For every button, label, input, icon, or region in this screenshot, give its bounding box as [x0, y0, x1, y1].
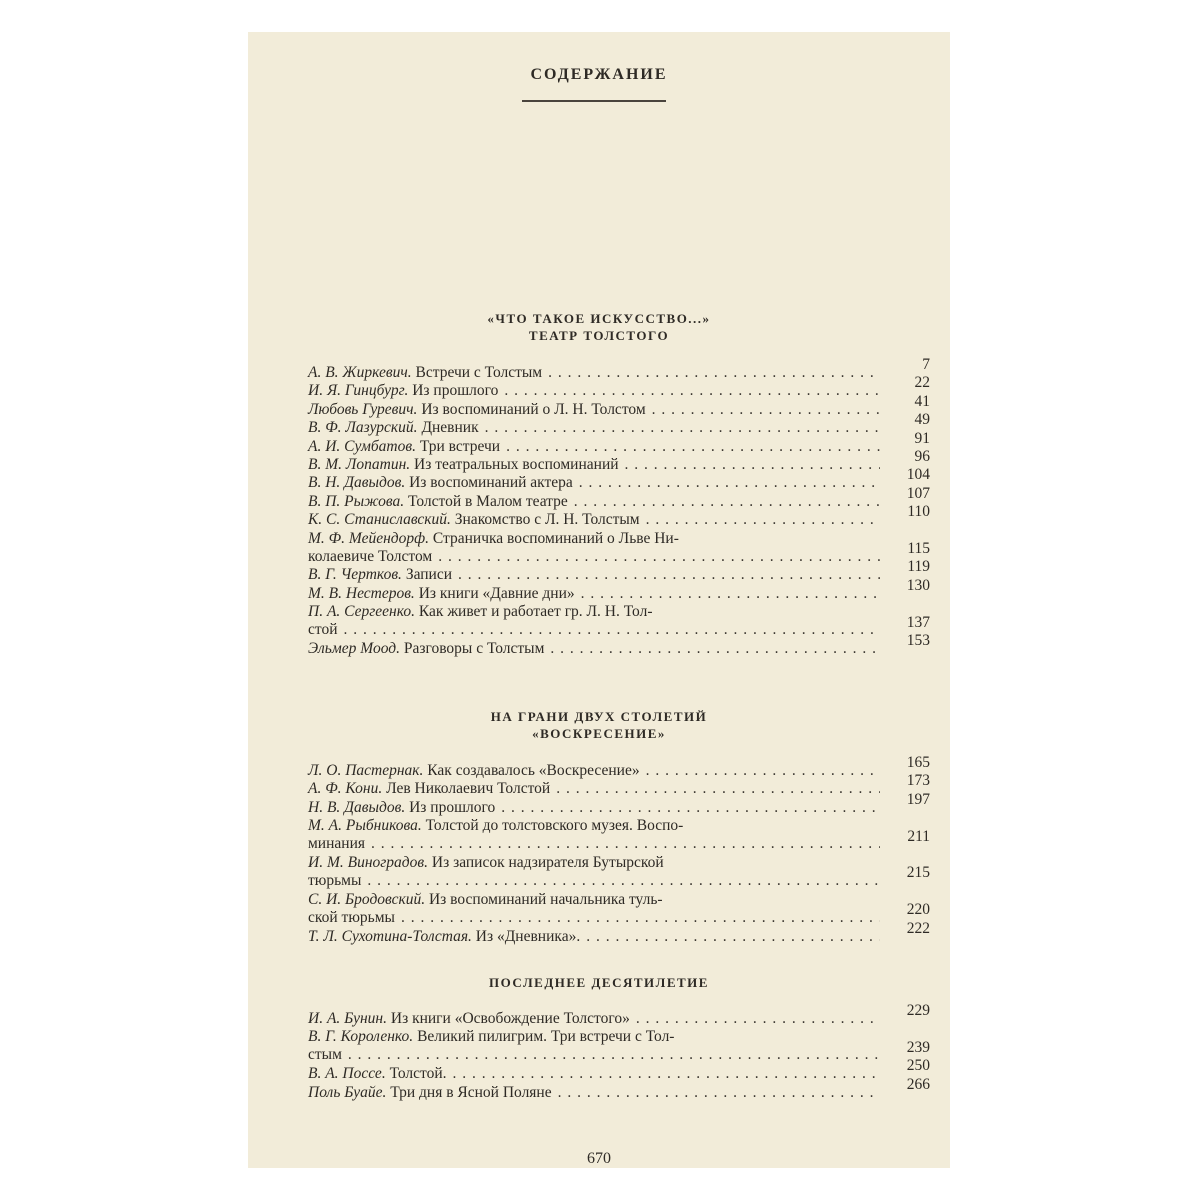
entry-author: В. П. Рыжова.: [308, 492, 405, 510]
page-number: 670: [587, 1150, 611, 1167]
toc-entry: [308, 919, 930, 946]
entry-title: Толстой.: [389, 1065, 447, 1083]
dot-leader: [646, 511, 880, 529]
entry-author: И. А. Бунин.: [308, 1010, 387, 1027]
toc-entry-line: [308, 419, 884, 437]
entry-title: Записи: [405, 566, 453, 584]
entry-page-number: 229: [906, 1002, 930, 1019]
entry-page-number: 211: [907, 827, 930, 845]
toc-entry: [308, 890, 930, 927]
dot-leader: [367, 872, 880, 890]
entry-title: стым: [308, 1046, 342, 1064]
entry-title: Из прошлого: [412, 382, 499, 400]
entry-author: А. Ф. Кони.: [308, 780, 383, 798]
dot-leader: [646, 762, 880, 780]
toc-entry: [308, 484, 930, 511]
toc-entry: [308, 632, 930, 658]
entry-title: Как создавалось «Воскресение»: [427, 762, 640, 779]
entry-page-number: 41: [914, 392, 930, 410]
toc-entry-line: [308, 780, 884, 798]
entry-title: Дневник: [421, 419, 479, 437]
entry-author: Т. Л. Сухотина-Толстая.: [308, 927, 472, 945]
toc-entry: [308, 1075, 930, 1102]
dot-leader: [348, 1046, 880, 1064]
entry-page-number: 239: [906, 1038, 930, 1056]
toc-entry-line: [308, 799, 884, 817]
toc-entry: [308, 1002, 930, 1028]
entry-title: Из «Дневника».: [475, 927, 581, 945]
toc-entry-line: [308, 603, 884, 621]
toc-entry: [308, 411, 930, 437]
toc-entry: [308, 356, 930, 382]
entry-title: Страничка воспоминаний о Льве Ни-: [432, 529, 679, 547]
toc-entry-line: [308, 511, 884, 529]
entry-author: А. В. Жиркевич.: [308, 364, 412, 381]
page-heading: СОДЕРЖАНИЕ: [530, 66, 668, 83]
entry-page-number: 110: [907, 503, 930, 521]
entry-title: стой: [308, 621, 338, 639]
toc-entry-line: [308, 566, 884, 584]
entry-author: М. А. Рыбникова.: [308, 817, 422, 835]
toc-entry: [308, 790, 930, 817]
dot-leader: [581, 585, 880, 603]
entry-title: Из записок надзирателя Бутырской: [431, 854, 664, 871]
dot-leader: [344, 621, 881, 639]
toc-entry-line: [308, 474, 884, 492]
entry-author: И. М. Виноградов.: [308, 854, 429, 871]
toc-entry-line: [308, 640, 884, 658]
dot-leader: [371, 835, 880, 853]
dot-leader: [401, 909, 880, 927]
section-title-line: НА ГРАНИ ДВУХ СТОЛЕТИЙ: [490, 709, 708, 724]
entry-page-number: 22: [914, 374, 930, 392]
toc-entry: [308, 854, 930, 890]
entry-title: Знакомство с Л. Н. Толстым: [454, 511, 640, 529]
toc-entry: [308, 576, 930, 603]
section-title-line: «ВОСКРЕСЕНИЕ»: [532, 726, 666, 741]
toc-entry-line: [308, 438, 884, 456]
entry-title: Три дня в Ясной Поляне: [390, 1083, 552, 1101]
entry-page-number: 222: [906, 919, 930, 937]
toc-entry: [308, 529, 930, 566]
toc-entry: [308, 448, 930, 474]
entry-page-number: 49: [914, 411, 930, 429]
toc-entry: [308, 374, 930, 400]
entry-author: Л. О. Пастернак.: [308, 762, 424, 779]
toc-entry-line: [308, 854, 884, 872]
toc-entry-line: [308, 872, 884, 890]
toc-entry: [308, 817, 930, 853]
entry-author: В. М. Лопатин.: [308, 456, 411, 473]
entry-title: Лев Николаевич Толстой: [386, 780, 551, 798]
entry-author: К. С. Станиславский.: [308, 511, 451, 529]
section-title-line: «ЧТО ТАКОЕ ИСКУССТВО...»: [487, 311, 711, 326]
entry-author: Н. В. Давыдов.: [308, 798, 406, 816]
toc-entry-line: [308, 1010, 884, 1028]
entry-title: Толстой до толстовского музея. Воспо-: [425, 817, 684, 835]
toc-entry-line: [308, 364, 884, 382]
toc-entry-line: [308, 585, 884, 603]
toc-entry-line: [308, 762, 884, 780]
entry-page-number: 104: [906, 466, 930, 484]
dot-leader: [556, 780, 880, 798]
entry-page-number: 173: [906, 772, 930, 790]
entry-page-number: 137: [906, 613, 930, 631]
entry-title: Как живет и работает гр. Л. Н. Тол-: [418, 603, 653, 621]
toc-entry: [308, 466, 930, 492]
toc-entry: [308, 503, 930, 529]
toc-entry-line: [308, 401, 884, 419]
entry-title: Три встречи: [419, 437, 501, 455]
entry-page-number: 91: [914, 429, 930, 447]
entry-author: Поль Буайе.: [308, 1083, 387, 1101]
dot-leader: [579, 474, 880, 492]
toc-entry-line: [308, 1084, 884, 1102]
toc-entry: [308, 429, 930, 456]
entry-title: Из книги «Давние дни»: [418, 584, 575, 602]
section-title: [248, 708, 950, 742]
entry-author: Эльмер Моод.: [308, 640, 400, 657]
dot-leader: [458, 566, 880, 584]
entry-author: В. Г. Короленко.: [308, 1028, 414, 1046]
dot-leader: [586, 928, 880, 946]
toc-entry-line: [308, 456, 884, 474]
entry-page-number: 215: [906, 864, 930, 882]
dot-leader: [485, 419, 880, 437]
dot-leader: [504, 382, 880, 400]
section-title: [248, 310, 950, 344]
entry-title: Из воспоминаний начальника туль-: [428, 890, 663, 908]
toc-entry: [308, 1028, 930, 1064]
entry-author: И. Я. Гинцбург.: [308, 382, 409, 400]
entry-title: ской тюрьмы: [308, 908, 395, 926]
entry-title: Разговоры с Толстым: [403, 640, 545, 657]
toc-entry-line: [308, 382, 884, 400]
entry-author: А. И. Сумбатов.: [308, 437, 416, 455]
entry-title: Из прошлого: [409, 798, 496, 816]
dot-leader: [438, 548, 880, 566]
entry-title: Из воспоминаний о Л. Н. Толстом: [421, 400, 646, 418]
dot-leader: [558, 1084, 880, 1102]
dot-leader: [636, 1010, 880, 1028]
toc-entry: [308, 558, 930, 584]
section-title-line: ТЕАТР ТОЛСТОГО: [528, 328, 670, 343]
entry-page-number: 115: [907, 539, 930, 557]
entry-page-number: 250: [906, 1057, 930, 1075]
entry-page-number: 197: [906, 790, 930, 808]
toc-entry-line: [308, 548, 884, 566]
entry-page-number: 7: [922, 356, 930, 373]
entry-author: М. В. Нестеров.: [308, 584, 415, 602]
entry-title: Великий пилигрим. Три встречи с Тол-: [417, 1028, 675, 1046]
dot-leader: [548, 364, 880, 382]
entry-author: В. Г. Чертков.: [308, 566, 402, 584]
dot-leader: [506, 438, 880, 456]
entry-title: Толстой в Малом театре: [408, 492, 568, 510]
entry-author: С. И. Бродовский.: [308, 890, 426, 908]
entry-page-number: 165: [906, 754, 930, 771]
toc-entry-line: [308, 1046, 884, 1064]
entry-title: Встречи с Толстым: [415, 364, 543, 381]
entry-author: П. А. Сергеенко.: [308, 603, 416, 621]
toc-entry-line: [308, 817, 884, 835]
toc-entry-line: [308, 621, 884, 639]
toc-entry-line: [308, 1028, 884, 1046]
entry-page-number: 119: [907, 558, 930, 576]
book-page: [248, 32, 950, 1168]
toc-entry: [308, 1057, 930, 1083]
toc-entry-line: [308, 1065, 884, 1083]
entry-author: М. Ф. Мейендорф.: [308, 529, 429, 547]
toc-entry-line: [308, 928, 884, 946]
toc-entry: [308, 772, 930, 798]
entry-page-number: 107: [906, 484, 930, 502]
entry-title: Из воспоминаний актера: [409, 474, 573, 492]
entry-author: В. Н. Давыдов.: [308, 474, 406, 492]
dot-leader: [453, 1065, 880, 1083]
entry-page-number: 266: [906, 1075, 930, 1093]
toc-entry-line: [308, 835, 884, 853]
entry-title: колаевиче Толстом: [308, 547, 433, 565]
toc-entry: [308, 603, 930, 639]
entry-page-number: 220: [906, 901, 930, 919]
entry-author: Любовь Гуревич.: [308, 400, 418, 418]
entry-page-number: 153: [906, 632, 930, 649]
section-title-line: ПОСЛЕДНЕЕ ДЕСЯТИЛЕТИЕ: [489, 975, 709, 990]
dot-leader: [625, 456, 880, 474]
heading-underline: [522, 100, 666, 102]
entry-title: Из театральных воспоминаний: [414, 456, 619, 473]
toc-entry: [308, 392, 930, 419]
dot-leader: [652, 401, 880, 419]
entry-title: Из книги «Освобождение Толстого»: [390, 1010, 630, 1027]
entry-title: тюрьмы: [308, 872, 362, 889]
dot-leader: [550, 640, 880, 658]
toc-entry-line: [308, 891, 884, 909]
toc-entry-line: [308, 909, 884, 927]
entry-author: В. А. Поссе.: [308, 1065, 386, 1083]
dot-leader: [574, 493, 880, 511]
entry-page-number: 130: [906, 576, 930, 594]
toc-entry-line: [308, 493, 884, 511]
section-title: [248, 974, 950, 991]
entry-page-number: 96: [914, 448, 930, 465]
dot-leader: [501, 799, 880, 817]
entry-title: минания: [308, 835, 365, 853]
toc-entry: [308, 754, 930, 780]
entry-author: В. Ф. Лазурский.: [308, 419, 418, 437]
toc-entry-line: [308, 530, 884, 548]
